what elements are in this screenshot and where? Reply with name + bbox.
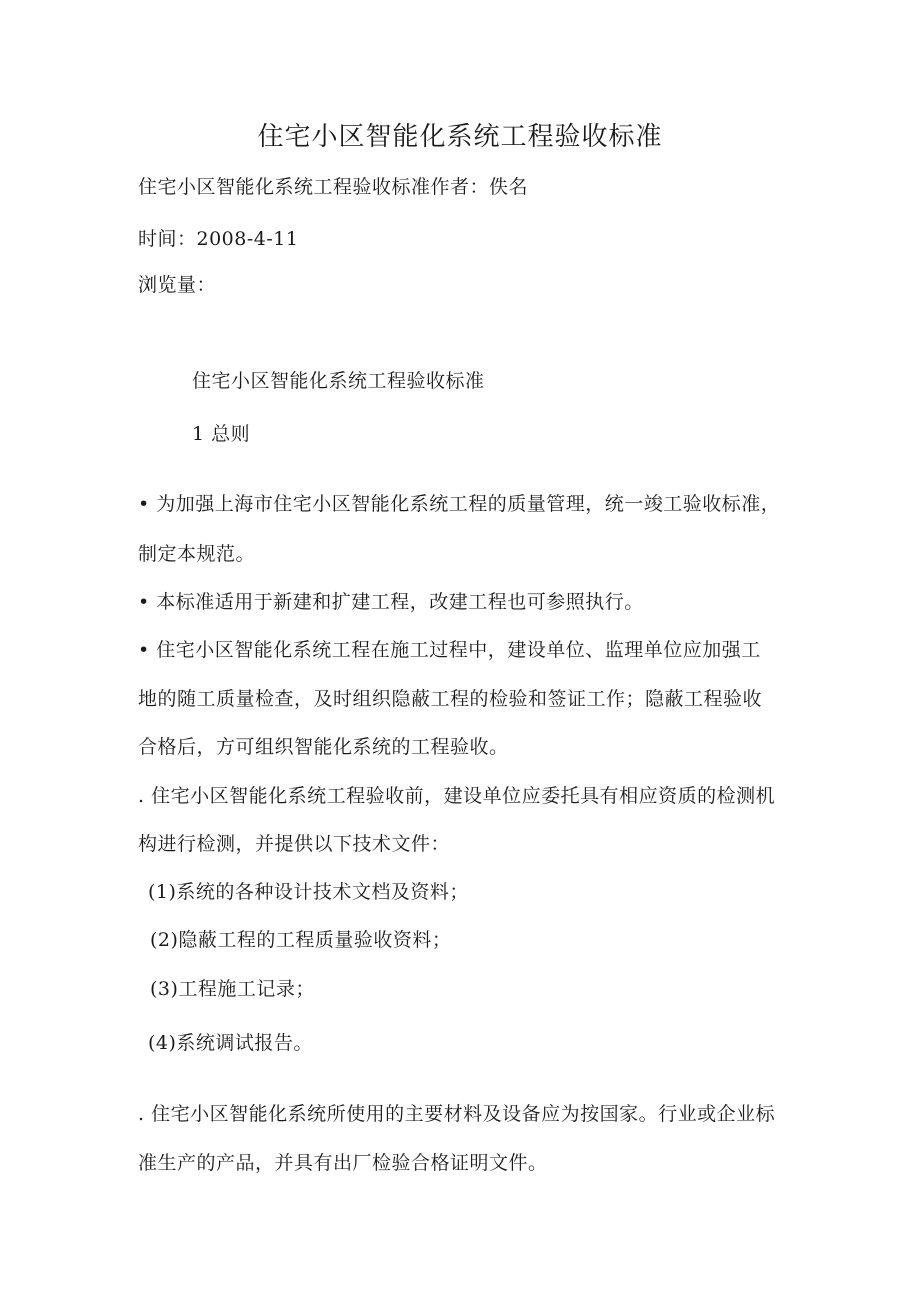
chapter-heading: 1 总则 — [192, 423, 251, 445]
paragraph-line: 构进行检测，并提供以下技术文件： — [138, 833, 451, 855]
paragraph-line: • 住宅小区智能化系统工程在施工过程中，建设单位、监理单位应加强工 — [138, 639, 761, 661]
paragraph-line: 制定本规范。 — [138, 543, 256, 565]
paragraph-line: 准生产的产品，并具有出厂检验合格证明文件。 — [138, 1152, 548, 1174]
section-heading: 住宅小区智能化系统工程验收标准 — [192, 370, 485, 392]
list-item: (3)工程施工记录； — [150, 978, 315, 1000]
subtitle-author-line: 住宅小区智能化系统工程验收标准作者：佚名 — [138, 176, 529, 198]
time-line: 时间：2008-4-11 — [138, 228, 299, 250]
list-item: (1)系统的各种设计技术文档及资料； — [148, 881, 469, 903]
list-item: (2)隐蔽工程的工程质量验收资料； — [150, 929, 452, 951]
document-title: 住宅小区智能化系统工程验收标准 — [257, 122, 663, 152]
paragraph-line: . 住宅小区智能化系统所使用的主要材料及设备应为按国家。行业或企业标 — [138, 1103, 776, 1125]
views-line: 浏览量： — [138, 274, 217, 296]
paragraph-line: • 为加强上海市住宅小区智能化系统工程的质量管理，统一竣工验收标准， — [138, 493, 781, 515]
paragraph-line: 合格后，方可组织智能化系统的工程验收。 — [138, 736, 509, 758]
paragraph-line: . 住宅小区智能化系统工程验收前，建设单位应委托具有相应资质的检测机 — [138, 785, 776, 807]
paragraph-line: • 本标准适用于新建和扩建工程，改建工程也可参照执行。 — [138, 591, 644, 613]
paragraph-line: 地的随工质量检查，及时组织隐蔽工程的检验和签证工作；隐蔽工程验收 — [138, 688, 763, 710]
list-item: (4)系统调试报告。 — [148, 1032, 313, 1054]
